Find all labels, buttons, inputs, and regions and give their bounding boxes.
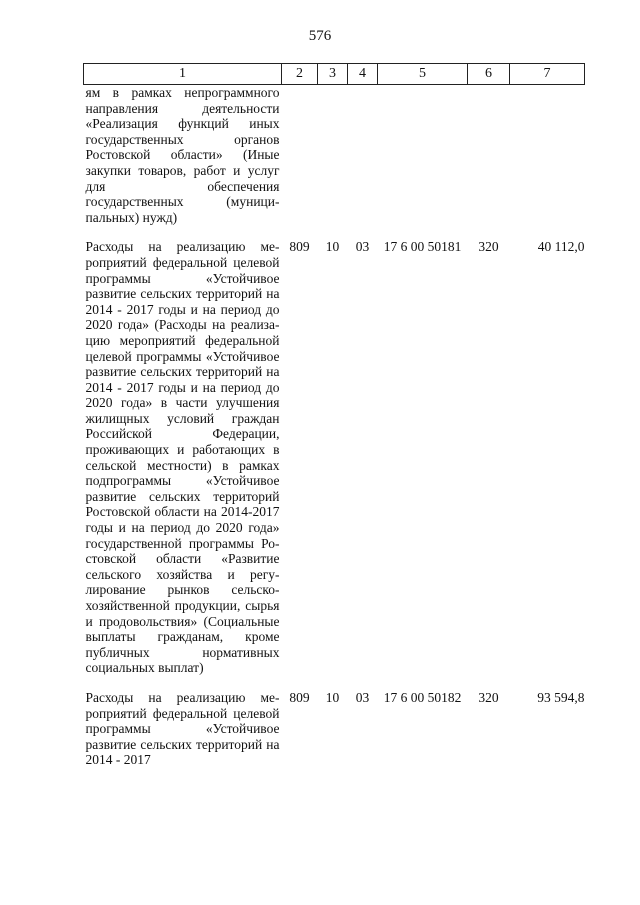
cell-section	[318, 85, 348, 226]
cell-expense-type: 320	[478, 239, 499, 255]
column-header: 7	[510, 64, 585, 85]
row-description: Расходы на реализацию мероприятий федеральной целевой программы «Устойчивое развитие сельских территорий на 2014 - 2017	[85, 689, 280, 768]
cell-section: 10	[325, 239, 340, 255]
column-header: 4	[348, 64, 378, 85]
cell-expense-type	[468, 85, 510, 226]
table-row	[84, 85, 585, 226]
table-header-row	[84, 64, 585, 85]
row-description: ям в рамках непрограммного направления деятельности «Реализация функций иных государственных органов Ростовской области» (Иные закупки товаров, работ и услуг для обеспечения государственных (муниципальных) нужд)	[85, 85, 280, 225]
cell-amount: 40 112,0	[537, 239, 585, 255]
cell-target-article: 17 6 00 50182	[383, 689, 462, 705]
column-header: 6	[468, 64, 510, 85]
page-number: 576	[308, 28, 332, 44]
cell-amount	[510, 85, 585, 226]
table-row	[84, 239, 585, 676]
column-header: 2	[282, 64, 318, 85]
cell-ministry	[282, 85, 318, 226]
cell-section: 10	[325, 689, 340, 705]
column-header: 5	[378, 64, 468, 85]
column-header: 1	[84, 64, 282, 85]
cell-ministry: 809	[289, 239, 310, 255]
budget-table	[83, 63, 585, 768]
cell-subsection: 03	[355, 239, 370, 255]
cell-subsection: 03	[355, 689, 370, 705]
cell-amount: 93 594,8	[537, 689, 585, 705]
column-header: 3	[318, 64, 348, 85]
cell-target-article	[378, 85, 468, 226]
cell-ministry: 809	[289, 689, 310, 705]
cell-target-article: 17 6 00 50181	[383, 239, 462, 255]
row-description: Расходы на реализацию мероприятий федеральной целевой программы «Устойчивое развитие сельских территорий на 2014 - 2017 годы и на период до 2020 года» (Расходы на реализацию мероприятий федеральной целевой программы «Устойчивое развитие сельских территорий на 2014 - 2017 годы и на период до 2020 года» в части улучшения жилищных условий граждан Российской Федерации, проживающих и работающих в сельской местности) в рамках подпрограммы «Устойчивое развитие сельских территорий Ростовской области на 2014-2017 годы и на период до 2020 года» государственной программы Ростовской области «Развитие сельского хозяйства и регулирование рынков сельскохозяйственной продукции, сырья и продовольствия» (Социальные выплаты гражданам, кроме публичных нормативных социальных выплат)	[85, 239, 280, 676]
cell-expense-type: 320	[478, 689, 499, 705]
table-row	[84, 690, 585, 768]
cell-subsection	[348, 85, 378, 226]
